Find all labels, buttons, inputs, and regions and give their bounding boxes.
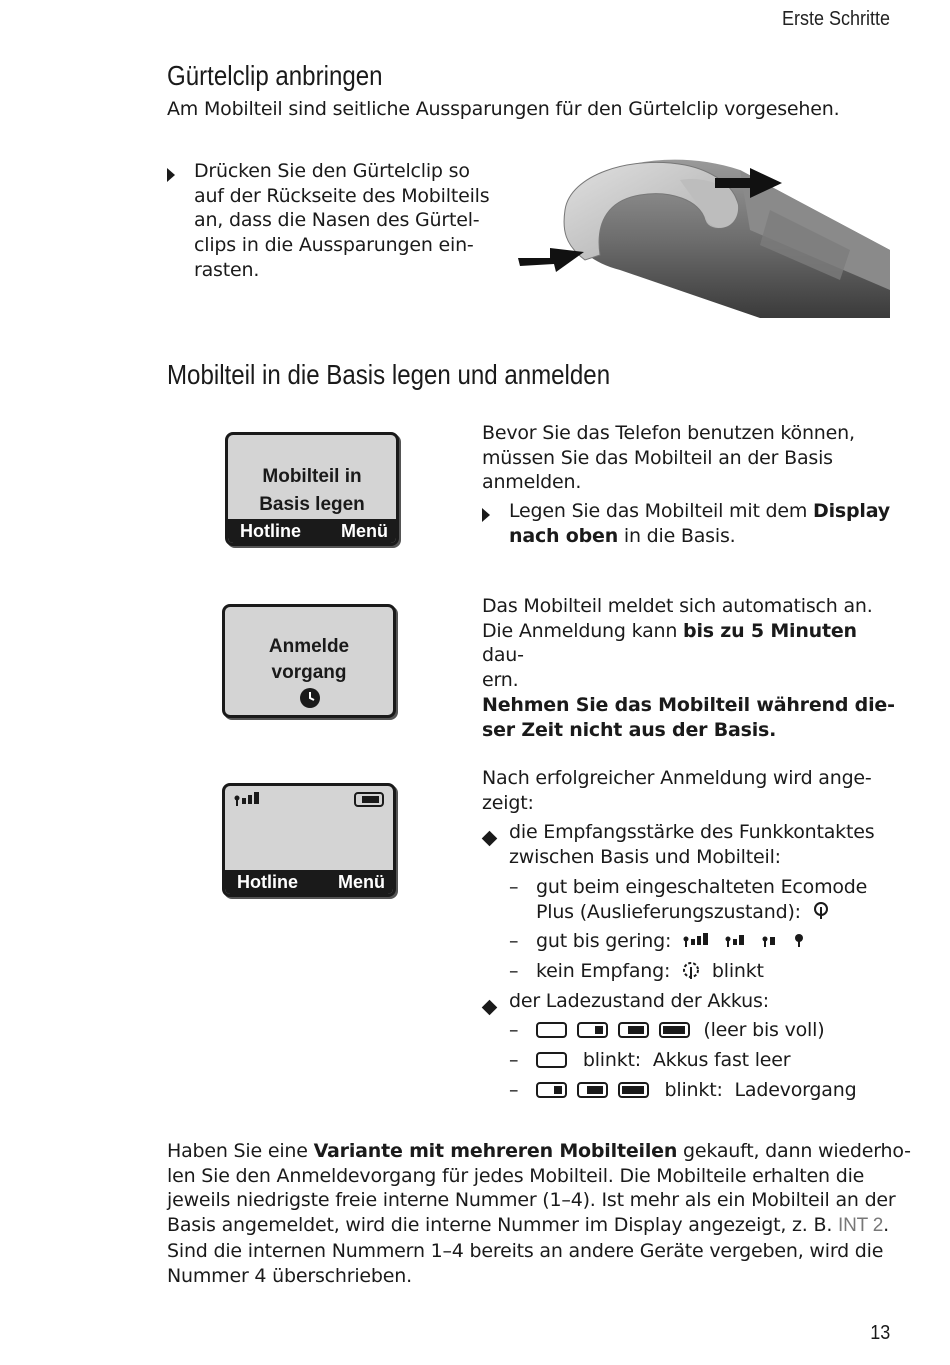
belt-clip-steps — [167, 159, 507, 283]
text-span: kein Empfang: — [536, 959, 671, 982]
signal-full-icon — [683, 933, 713, 949]
display-line: Anmelde — [268, 636, 350, 657]
softkey-bar — [228, 519, 396, 543]
text-line: ern. — [482, 669, 519, 692]
dash: – — [509, 930, 519, 953]
display-text-int: INT 2 — [838, 1215, 884, 1237]
arrow-bullet-icon — [482, 508, 490, 522]
section-title-register: Mobilteil in die Basis legen und anmelden — [167, 359, 611, 390]
register-instructions — [482, 421, 902, 549]
text-span: blinkt: — [664, 1078, 723, 1101]
clock-icon — [299, 687, 321, 709]
diamond-bullet-icon — [482, 999, 498, 1015]
text-line: Nach erfolgreicher Anmeldung wird ange- — [482, 767, 872, 789]
text-line: jeweils niedrigste freie interne Nummer (1–4). Ist mehr als ein Mobilteil an der — [167, 1189, 896, 1212]
text-span: blinkt — [711, 959, 764, 982]
battery-icon — [354, 792, 386, 808]
step-line: rasten. — [194, 258, 260, 281]
text-line: der Ladezustand der Akkus: — [509, 989, 769, 1012]
no-signal-icon — [682, 962, 700, 980]
text-line: müssen Sie das Mobilteil an der Basis — [482, 446, 833, 469]
text-line: zwischen Basis und Mobilteil: — [509, 846, 781, 869]
text-line: Sind die internen Nummern 1–4 bereits an andere Geräte vergeben, wird die — [167, 1239, 884, 1262]
text-span: Legen Sie das Mobilteil mit dem — [509, 500, 814, 523]
text-span: (leer bis voll) — [703, 1019, 825, 1042]
dash: – — [509, 1078, 519, 1101]
belt-clip-illustration — [510, 150, 890, 320]
belt-clip-intro: Am Mobilteil sind seitliche Aussparungen für den Gürtelclip vorgesehen. — [167, 98, 840, 120]
text-span: Ladevorgang — [734, 1078, 857, 1101]
step-line: Drücken Sie den Gürtelclip so — [194, 160, 470, 182]
arrow-bullet-icon — [167, 168, 175, 182]
text-line: anmelden. — [482, 471, 582, 494]
display-line: Basis legen — [259, 494, 365, 515]
text-span: gut bis gering: — [536, 930, 672, 953]
running-header: Erste Schritte — [781, 8, 890, 30]
softkey-menu[interactable]: Menü — [341, 521, 388, 541]
battery-empty-icon — [536, 1052, 568, 1069]
multiple-handsets-paragraph — [167, 1139, 911, 1288]
text-span: Die Anmeldung kann — [482, 619, 684, 642]
display-idle — [222, 783, 396, 897]
text-span: in die Basis. — [618, 524, 736, 547]
text-line: Nummer 4 überschrieben. — [167, 1264, 412, 1287]
text-line: gut beim eingeschalteten Ecomode — [536, 875, 868, 898]
bold-text: Display — [813, 500, 890, 523]
text-span: Plus (Auslieferungszustand): — [536, 900, 801, 923]
display-line: vorgang — [271, 662, 347, 683]
battery-low-icon — [577, 1022, 609, 1039]
softkey-bar — [225, 870, 393, 894]
display-line: Mobilteil in — [262, 466, 362, 487]
dash: – — [509, 1019, 519, 1042]
text-span: blinkt: — [582, 1049, 641, 1072]
status-indicators-info — [482, 766, 912, 1102]
display-place-in-base — [225, 432, 399, 546]
text-line: Das Mobilteil meldet sich automatisch an. — [482, 595, 873, 617]
bold-text: nach oben — [509, 524, 619, 547]
bold-text: Variante mit mehreren Mobilteilen — [313, 1140, 678, 1162]
text-span: gekauft, dann wiederho- — [677, 1140, 911, 1162]
battery-full-icon — [618, 1082, 650, 1099]
text-span: Akkus fast leer — [652, 1049, 791, 1072]
bold-text: Nehmen Sie das Mobilteil während die- — [482, 693, 895, 716]
text-span: dau- — [482, 644, 524, 667]
softkey-hotline[interactable]: Hotline — [237, 872, 298, 892]
page-number: 13 — [869, 1322, 890, 1344]
auto-register-info — [482, 594, 902, 742]
battery-mid-icon — [577, 1082, 609, 1099]
step-line: an, dass die Nasen des Gürtel- — [194, 209, 480, 232]
battery-full-icon — [659, 1022, 691, 1039]
signal-two-icon — [762, 933, 782, 949]
section-title-belt-clip: Gürtelclip anbringen — [167, 60, 383, 91]
signal-three-icon — [725, 933, 750, 949]
softkey-menu[interactable]: Menü — [338, 872, 385, 892]
text-line: zeigt: — [482, 791, 534, 814]
text-line: Bevor Sie das Telefon benutzen können, — [482, 422, 855, 444]
text-span: . — [883, 1214, 889, 1237]
display-registering — [222, 604, 396, 718]
battery-low-icon — [536, 1082, 568, 1099]
text-span: Basis angemeldet, wird die interne Nummer im Display angezeigt, z. B. — [167, 1214, 839, 1237]
diamond-bullet-icon — [482, 831, 498, 847]
text-line: die Empfangsstärke des Funkkontaktes — [509, 821, 875, 844]
step-line: auf der Rückseite des Mobilteils — [194, 184, 490, 207]
step-line: clips in die Aussparungen ein- — [194, 234, 474, 257]
eco-antenna-icon — [813, 902, 829, 920]
text-line: len Sie den Anmeldevorgang für jedes Mobilteil. Die Mobilteile erhalten die — [167, 1164, 865, 1187]
softkey-hotline[interactable]: Hotline — [240, 521, 301, 541]
bold-text: bis zu 5 Minuten — [683, 619, 857, 642]
signal-one-icon — [794, 933, 804, 949]
dash: – — [509, 959, 519, 982]
signal-icon — [234, 792, 264, 808]
battery-mid-icon — [618, 1022, 650, 1039]
dash: – — [509, 875, 519, 898]
dash: – — [509, 1049, 519, 1072]
battery-empty-icon — [536, 1022, 568, 1039]
bold-text: ser Zeit nicht aus der Basis. — [482, 718, 777, 741]
text-span: Haben Sie eine — [167, 1140, 314, 1162]
